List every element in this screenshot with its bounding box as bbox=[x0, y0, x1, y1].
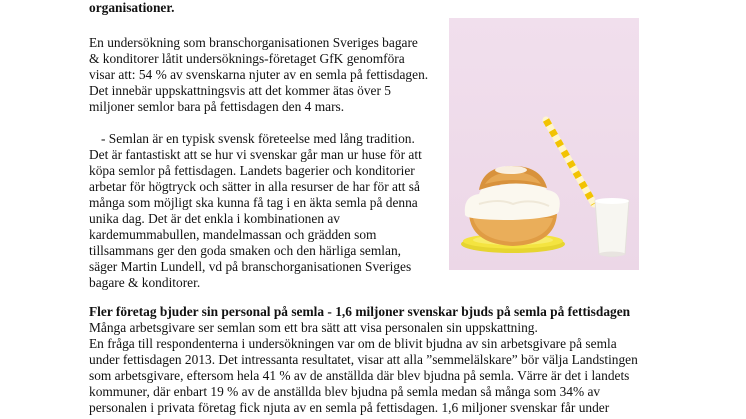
text-line: kardemummabullen, mandelmassan och grädden som bbox=[89, 227, 377, 242]
text-line: personalen i privata företag fick njuta av en semla på fettisdagen. 1,6 miljoner svenskar får under bbox=[89, 400, 610, 415]
text-line: många som möjligt ska kunna få tag i en äkta semla på denna bbox=[89, 195, 418, 210]
text-line: bagare & konditorer. bbox=[89, 275, 201, 290]
text-line: unika dag. Det är det enkla i kombinationen av bbox=[89, 211, 340, 226]
semla-illustration bbox=[449, 18, 639, 270]
straw-icon bbox=[546, 120, 594, 204]
semla-bun-icon bbox=[465, 166, 560, 246]
text-line: miljoner semlor bara på fettisdagen den 4 mars. bbox=[89, 99, 345, 114]
text-line: En fråga till respondenterna i undersökningen var om de blivit bjudna av sin arbetsgivare på semla bbox=[89, 336, 617, 351]
text-line: - Semlan är en typisk svensk företeelse med lång tradition. bbox=[101, 131, 415, 146]
text-line: Det innebär uppskattningsvis att det kommer ätas över 5 bbox=[89, 83, 391, 98]
text-line: En undersökning som branschorganisationen Sveriges bagare bbox=[89, 35, 418, 50]
text-line: säger Martin Lundell, vd på branschorganisationen Sveriges bbox=[89, 259, 412, 274]
text-line: arbetar för högtryck och sätter in alla resurser de har för att så bbox=[89, 179, 420, 194]
text-line: som arbetsgivare, eftersom hela 41 % av de anställda där blev bjudna på semla. Värre är det i landets bbox=[89, 368, 630, 383]
text-line: köpa semlor på fettisdagen. Landets bagerier och konditorier bbox=[89, 163, 415, 178]
intro-line: organisationer. bbox=[89, 0, 175, 15]
text-line: tillsammans ger den goda smaken och den härliga semlan, bbox=[89, 243, 401, 258]
section-heading: Fler företag bjuder sin personal på semla - 1,6 miljoner svenskar bjuds på semla på fettisdagen bbox=[89, 304, 631, 319]
milk-glass-icon bbox=[595, 198, 629, 257]
text-line: Det är fantastiskt att se hur vi svenskar går man ur huse för att bbox=[89, 147, 422, 162]
text-line: under fettisdagen 2013. Det intressanta resultatet, visar att alla ”semmelälskare” bör välja Landstingen bbox=[89, 352, 638, 367]
text-line: visar att: 54 % av svenskarna njuter av en semla på fettisdagen. bbox=[89, 67, 429, 82]
text-line: Många arbetsgivare ser semlan som ett bra sätt att visa personalen sin uppskattning. bbox=[89, 320, 538, 335]
text-line: & konditorer låtit undersöknings-företaget GfK genomföra bbox=[89, 51, 405, 66]
text-line: kommuner, där enbart 19 % av de anställda blev bjudna på semla medan så många som 34% av bbox=[89, 384, 601, 399]
semla-photo bbox=[449, 18, 639, 270]
